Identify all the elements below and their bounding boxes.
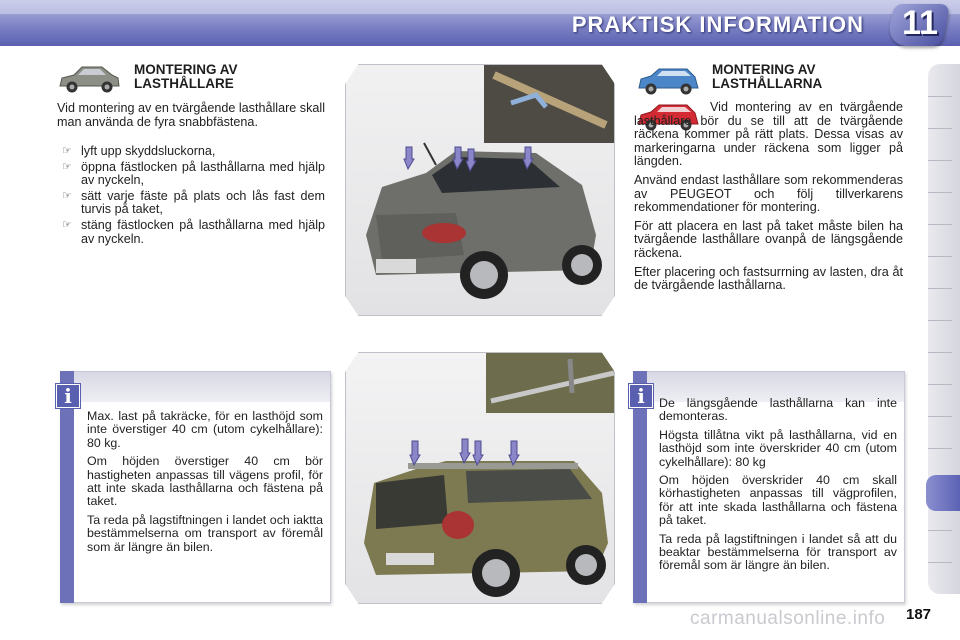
left-bullet-list <box>57 145 325 248</box>
info-paragraph: Ta reda på lagstiftningen i landet och iaktta bestämmelserna om transport av föremål som är längre än bilen. <box>87 512 323 554</box>
hatchback-illustration <box>346 65 614 315</box>
chapter-tab-divider <box>928 530 952 531</box>
info-paragraph: De längsgående lasthållarna kan inte demonteras. <box>659 396 897 424</box>
right-section-title: MONTERING AV LASTHÅLLARNA <box>712 62 823 91</box>
page-number: 187 <box>906 606 932 623</box>
chapter-tab-divider <box>928 448 952 449</box>
chapter-tab-divider <box>928 192 952 193</box>
chapter-tab-strip <box>928 64 960 594</box>
chapter-tab-divider <box>928 416 952 417</box>
bullet-item: ☞ öppna fästlocken på lasthållarna med hjälp av nyckeln, <box>62 159 325 188</box>
chapter-tab-divider <box>928 320 952 321</box>
chapter-tab-divider <box>928 562 952 563</box>
info-paragraph: Om höjden överstiger 40 cm bör hastigheten anpassas till vägens profil, för att inte skada lasthållarna och fästena på taket. <box>87 454 323 509</box>
car-hatchback-icon <box>56 62 122 96</box>
chapter-tab-divider <box>928 96 952 97</box>
chapter-tab-divider <box>928 256 952 257</box>
right-section-text <box>634 101 903 298</box>
watermark: carmanualsonline.info <box>690 608 886 629</box>
left-intro-text: Vid montering av en tvärgående lasthållare skall man använda de fyra snabbfästena. <box>57 101 325 129</box>
info-right-text <box>659 397 897 578</box>
right-paragraph: Vid montering av en tvärgående lasthållare bör du se till att de tvärgående räckena kommer på rätt plats. Dessa visas av markeringarna under räckena som ligger på längden. <box>634 100 903 169</box>
info-paragraph: Max. last på takräcke, för en lasthöjd som inte överstiger 40 cm (utom cykelhållare): 80 kg. <box>87 409 323 450</box>
info-paragraph: Högsta tillåtna vikt på lasthållarna, vid en lasthöjd som inte överskrider 40 cm (utom cykelhållare): 80 kg <box>659 427 897 469</box>
info-icon: i <box>56 384 80 408</box>
pointing-hand-icon: ☞ <box>62 145 72 157</box>
right-paragraph: Efter placering och fastsurrning av lasten, dra åt de tvärgående lasthållarna. <box>634 264 903 293</box>
chapter-tab-divider <box>928 224 952 225</box>
bullet-item: ☞ stäng fästlocken på lasthållarna med hjälp av nyckeln. <box>62 217 325 246</box>
info-left-text <box>87 410 323 559</box>
chapter-tab-active[interactable] <box>926 475 960 511</box>
chapter-tab-divider <box>928 128 952 129</box>
right-paragraph: För att placera en last på taket måste bilen ha tvärgående lasthållare ovanpå de längsgående räckena. <box>634 218 903 260</box>
bullet-item: ☞ lyft upp skyddsluckorna, <box>62 144 216 158</box>
hatchback-roof-photo <box>345 64 615 316</box>
chapter-tab-divider <box>928 288 952 289</box>
estate-roof-rails-photo <box>345 352 615 604</box>
chapter-number: 11 <box>902 4 938 42</box>
chapter-tab-divider <box>928 160 952 161</box>
chapter-tab-divider <box>928 384 952 385</box>
left-section-title: MONTERING AV LASTHÅLLARE <box>134 62 238 91</box>
car-estate-blue-icon <box>635 64 701 98</box>
bullet-item: ☞ sätt varje fäste på plats och lås fast dem turvis på taket, <box>62 188 325 217</box>
pointing-hand-icon: ☞ <box>62 189 72 202</box>
estate-illustration <box>346 353 614 603</box>
info-paragraph: Ta reda på lagstiftningen i landet så att du beaktar bestämmelserna för transport av föremål som är längre än bilen. <box>659 531 897 573</box>
info-paragraph: Om höjden överskrider 40 cm skall körhastigheten anpassas till vägprofilen, för att inte skada lasthållarna och fästena på taket. <box>659 473 897 528</box>
right-paragraph: Använd endast lasthållare som rekommenderas av PEUGEOT och följ tillverkarens rekommendationer för montering. <box>634 172 903 215</box>
info-icon: i <box>629 384 653 408</box>
pointing-hand-icon: ☞ <box>62 218 72 231</box>
pointing-hand-icon: ☞ <box>62 160 72 173</box>
page-title: PRAKTISK INFORMATION <box>571 12 864 37</box>
chapter-tab-divider <box>928 352 952 353</box>
